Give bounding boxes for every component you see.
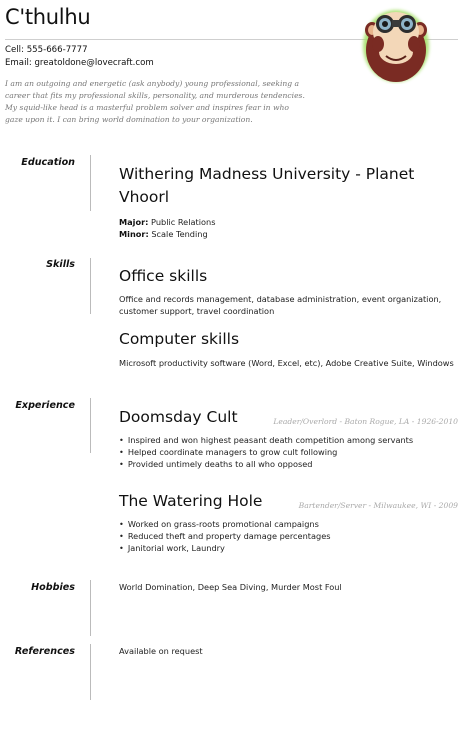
job-bullets [119, 434, 413, 471]
list-item: • Inspired and won highest peasant death competition among servants [119, 434, 413, 446]
job-meta: Bartender/Server - Milwaukee, WI - 2009 [298, 501, 458, 510]
education-divider [90, 155, 91, 211]
section-label-education: Education [21, 157, 75, 168]
education-major: Major: Public Relations [119, 217, 216, 227]
bio-text: I am an outgoing and energetic (ask anybody) young professional, seeking a career that fits my professional skills, personality, and murderous tendencies. My squid-like head is a masterful problem solver and inspires fear in who gaze upon it. I can bring world domination to your organization. [5, 79, 305, 125]
hobbies-text: World Domination, Deep Sea Diving, Murder Most Foul [119, 582, 342, 592]
skill-description: Microsoft productivity software (Word, Excel, etc), Adobe Creative Suite, Windows [119, 358, 454, 368]
section-label-skills: Skills [46, 259, 75, 270]
job-title: The Watering Hole [119, 492, 263, 510]
section-label-references: References [14, 646, 75, 657]
references-text: Available on request [119, 646, 203, 656]
skill-title: Computer skills [119, 330, 240, 348]
job-title: Doomsday Cult [119, 408, 238, 426]
section-label-experience: Experience [15, 400, 75, 411]
experience-divider [90, 398, 91, 453]
page-title: C'thulhu [5, 5, 91, 29]
contact-email: Email: greatoldone@lovecraft.com [5, 58, 154, 68]
job-meta: Leader/Overlord - Baton Rogue, LA - 1926-2010 [273, 417, 458, 426]
education-school: Withering Madness University - Planet Vhoorl [119, 165, 415, 206]
job-bullets [119, 518, 331, 555]
skill-title: Office skills [119, 267, 208, 285]
list-item: • Helped coordinate managers to grow cult following [119, 446, 413, 458]
skill-description: Office and records management, database administration, event organization, customer support, travel coordination [119, 294, 442, 317]
skills-divider [90, 258, 91, 314]
contact-cell: Cell: 555-666-7777 [5, 45, 88, 55]
hobbies-divider [90, 580, 91, 636]
list-item: • Reduced theft and property damage percentages [119, 530, 331, 542]
monkey-with-binoculars-icon [356, 0, 436, 84]
list-item: • Janitorial work, Laundry [119, 542, 331, 554]
education-minor: Minor: Scale Tending [119, 229, 208, 239]
list-item: • Worked on grass-roots promotional campaigns [119, 518, 331, 530]
references-divider [90, 644, 91, 700]
section-label-hobbies: Hobbies [31, 582, 75, 593]
list-item: • Provided untimely deaths to all who opposed [119, 458, 413, 470]
